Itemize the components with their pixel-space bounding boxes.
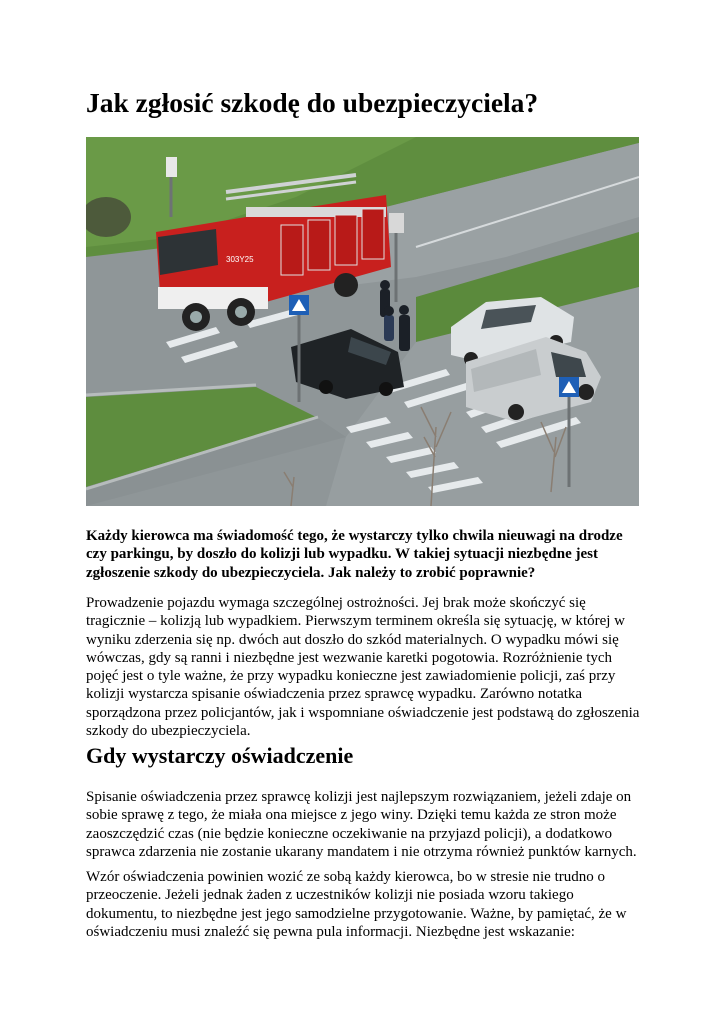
body-paragraph-2: Spisanie oświadczenia przez sprawcę kolizji jest najlepszym rozwiązaniem, jeżeli zdaje on sobie sprawę z tego, że miała ona miejsce z jego winy. Dzięki temu każda ze stron może zaoszczędzić czas (nie będzie konieczne oczekiwanie na przyjazd policji), a dodatkowo sprawca zdarzenia nie zostanie ukarany mandatem i nie otrzyma również punktów karnych. xyxy=(86,789,637,860)
lead-paragraph: Każdy kierowca ma świadomość tego, że wystarczy tylko chwila nieuwagi na drodze czy parkingu, by doszło do kolizji lub wypadku. W takiej sytuacji niezbędne jest zgłoszenie szkody do ubezpieczyciela. Jak należy to zrobić poprawnie? xyxy=(86,528,623,581)
svg-text:303Y25: 303Y25 xyxy=(226,255,254,264)
accident-photo xyxy=(86,137,639,506)
body-paragraph-1: Prowadzenie pojazdu wymaga szczególnej ostrożności. Jej brak może skończyć się tragicznie – kolizją lub wypadkiem. Pierwszym terminem określa się sytuację, w której w wyniku zderzenia się np. dwóch aut doszło do szkód materialnych. O wypadku mówi się wówczas, gdy są ranni i niezbędne jest wezwanie karetki pogotowia. Rozróżnienie tych pojęć jest o tyle ważne, że przy wypadku konieczne jest zawiadomienie policji, zaś przy kolizji wystarcza spisanie oświadczenia przez sprawcę wypadku. Zarówno notatka sporządzona przez policjantów, jak i wspomniane oświadczenie jest podstawą do zgłoszenia szkody do ubezpieczyciela. xyxy=(86,595,640,740)
body-paragraph-3: Wzór oświadczenia powinien wozić ze sobą każdy kierowca, bo w stresie nie trudno o przeoczenie. Jeżeli jednak żaden z uczestników kolizji nie posiada wzoru takiego dokumentu, to niezbędne jest jego samodzielne przygotowanie. Ważne, by pamiętać, że w oświadczeniu musi znaleźć się pewna pula informacji. Niezbędne jest wskazanie: xyxy=(86,869,627,940)
section-heading: Gdy wystarczy oświadczenie xyxy=(86,743,354,768)
page-title: Jak zgłosić szkodę do ubezpieczyciela? xyxy=(86,87,539,118)
